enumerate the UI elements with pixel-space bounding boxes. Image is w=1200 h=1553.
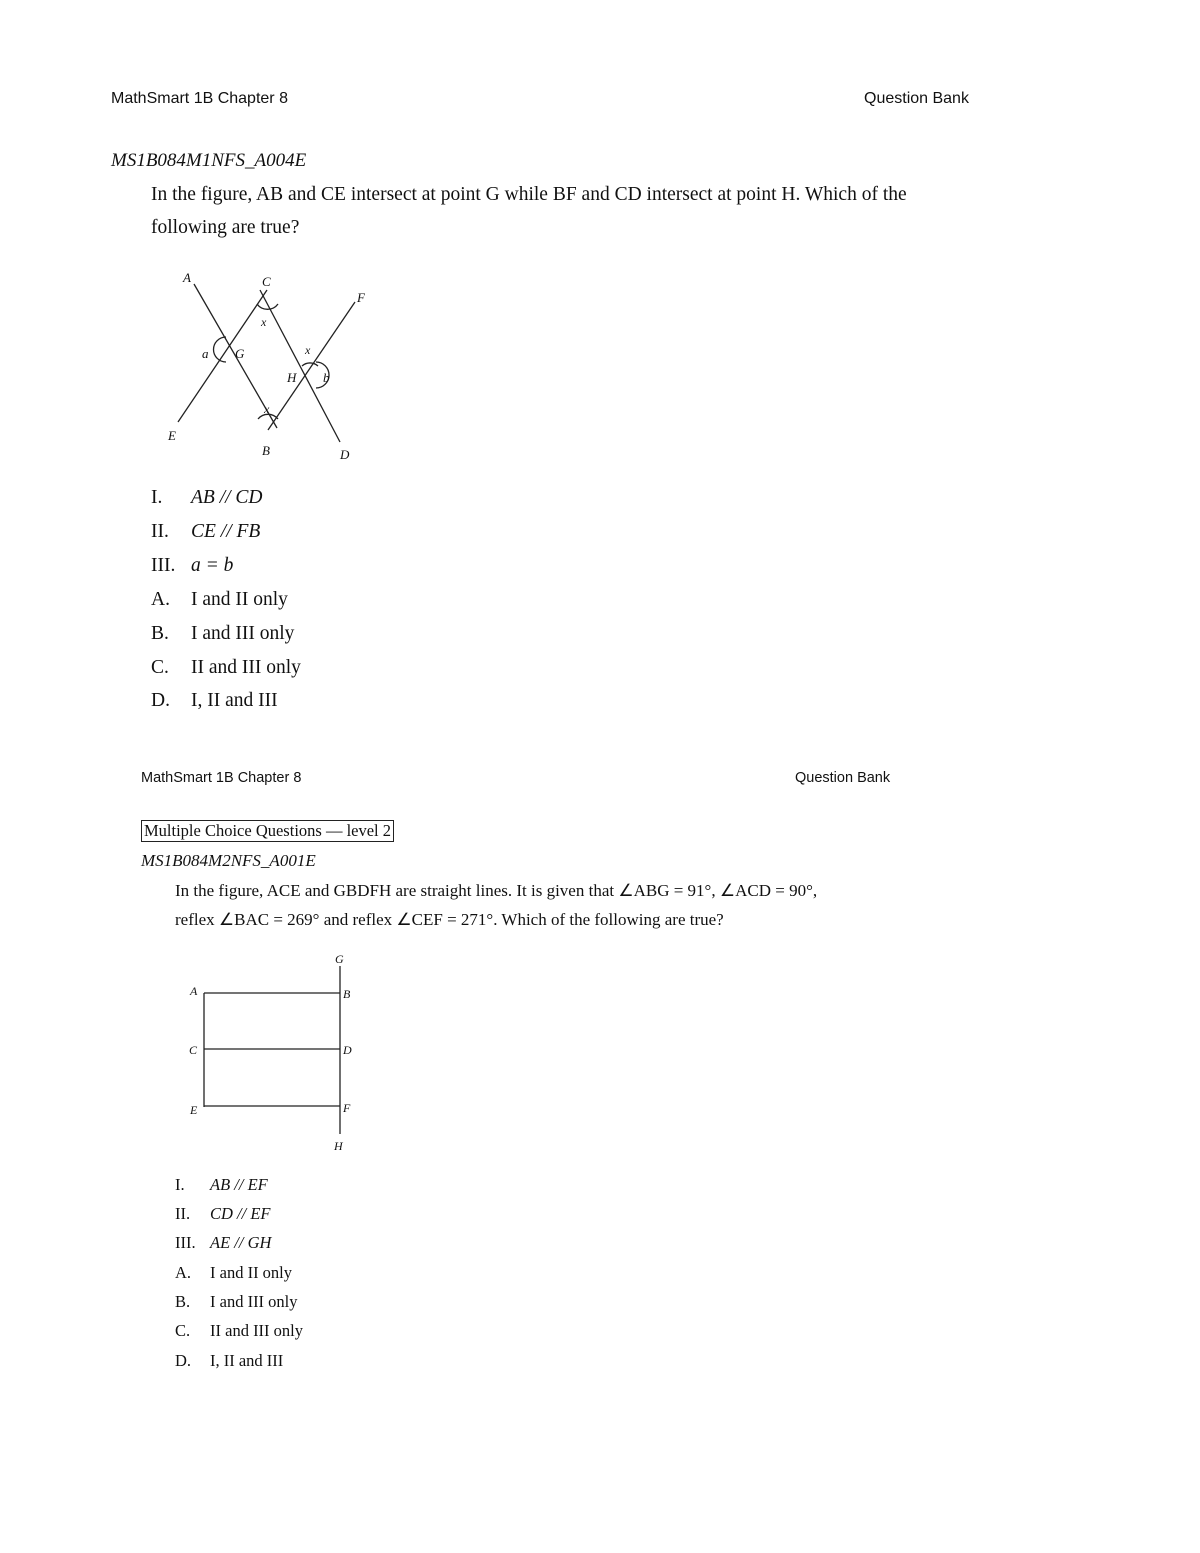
line-bf [268,302,355,430]
page2-header-right: Question Bank [795,770,891,786]
label-g-point: G [235,346,245,361]
label-c-point: C [262,274,271,289]
label-h-point: H [334,1139,343,1153]
page2-level-label: Multiple Choice Questions — level 2 [141,820,394,842]
page1-question-code: MS1B084M1NFS_A004E [111,150,307,171]
line-ec [178,290,267,422]
page1-option-d[interactable]: D. I, II and III [151,690,278,711]
page1-question-line-1: In the figure, AB and CE intersect at point G while BF and CD intersect at point H. Which of the [151,184,907,205]
label-h-point: H [287,370,297,385]
label-b-point: B [262,443,270,458]
page2-question-code: MS1B084M2NFS_A001E [141,851,316,870]
label-c-point: C [189,1043,198,1057]
page1-option-a[interactable]: A. I and II only [151,589,288,610]
page1-question-line-2: following are true? [151,217,300,238]
page2-header-left: MathSmart 1B Chapter 8 [141,770,302,786]
page2-statement-3: III. AE // GH [175,1233,272,1252]
page2-question-line-1: In the figure, ACE and GBDFH are straight lines. It is given that ∠ABG = 91°, ∠ACD = 90°, [175,881,818,900]
angle-arc-x [302,363,318,366]
page1-option-b[interactable]: B. I and III only [151,623,295,644]
label-a-point: A [183,270,191,285]
label-x-bottom: x [264,402,270,416]
label-a-angle: a [202,346,209,361]
page2-option-a[interactable]: A. I and II only [175,1263,293,1282]
label-b-point: B [343,987,351,1001]
label-f-point: F [343,1101,351,1115]
angle-arc-a [214,337,227,362]
page1-statement-1: I. AB // CD [151,487,263,508]
label-d-point: D [340,447,350,462]
page2-option-c[interactable]: C. II and III only [175,1321,304,1340]
page1-header-left: MathSmart 1B Chapter 8 [111,90,288,107]
label-x-right: x [305,343,311,357]
page2-figure [185,948,375,1156]
label-g-point: G [335,952,344,966]
page2-option-b[interactable]: B. I and III only [175,1292,298,1311]
page2-option-d[interactable]: D. I, II and III [175,1351,284,1370]
page1-figure [150,262,390,472]
label-x-top: x [261,315,267,329]
page2-statement-1: I. AB // EF [175,1175,268,1194]
page1-statement-3: III. a = b [151,555,234,576]
page1-option-c[interactable]: C. II and III only [151,657,301,678]
label-e-point: E [168,428,176,443]
page2-question-line-2: reflex ∠BAC = 269° and reflex ∠CEF = 271°. Which of the following are true? [175,910,724,929]
label-d-point: D [343,1043,352,1057]
page1-header-right: Question Bank [864,90,969,107]
page2-statement-2: II. CD // EF [175,1204,271,1223]
label-a-point: A [190,984,198,998]
page1-statement-2: II. CE // FB [151,521,261,542]
label-b-angle: b [323,370,330,385]
label-f-point: F [357,290,365,305]
label-e-point: E [190,1103,198,1117]
